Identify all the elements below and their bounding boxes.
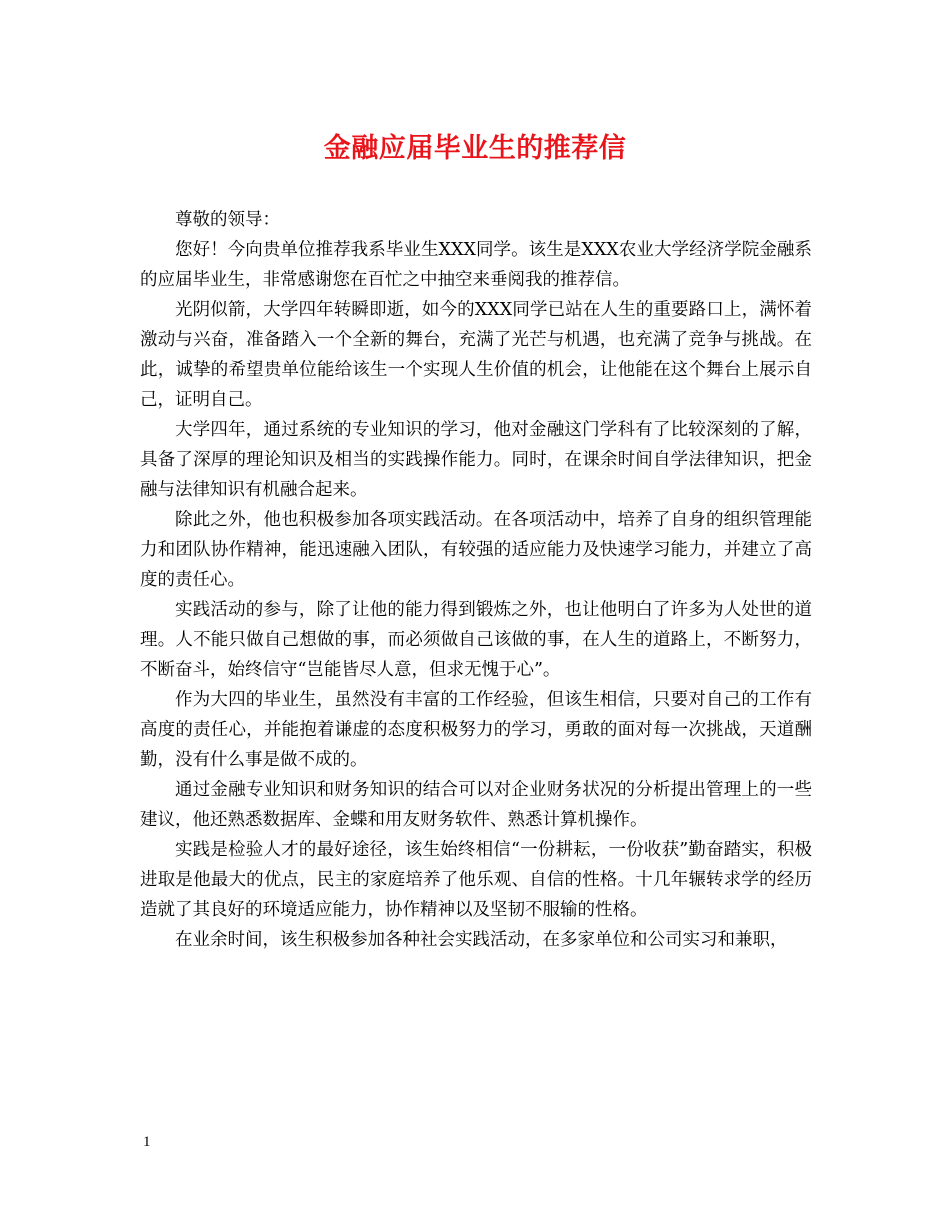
letter-body [140,205,812,955]
paragraph: 通过金融专业知识和财务知识的结合可以对企业财务状况的分析提出管理上的一些建议，他还熟悉数据库、金蝶和用友财务软件、熟悉计算机操作。 [140,780,812,830]
paragraph: 作为大四的毕业生，虽然没有丰富的工作经验，但该生相信，只要对自己的工作有高度的责任心，并能抱着谦虚的态度积极努力的学习，勇敢的面对每一次挑战，天道酬勤，没有什么事是做不成的。 [140,690,812,770]
page-number: 1 [143,1134,151,1150]
paragraph: 您好！今向贵单位推荐我系毕业生XXX同学。该生是XXX农业大学经济学院金融系的应届毕业生，非常感谢您在百忙之中抽空来垂阅我的推荐信。 [140,240,812,290]
document-title: 金融应届毕业生的推荐信 [323,133,627,164]
paragraph: 在业余时间，该生积极参加各种社会实践活动，在多家单位和公司实习和兼职， [175,930,788,950]
paragraph: 除此之外，他也积极参加各项实践活动。在各项活动中，培养了自身的组织管理能力和团队协作精神，能迅速融入团队，有较强的适应能力及快速学习能力，并建立了高度的责任心。 [140,510,812,590]
paragraph: 大学四年，通过系统的专业知识的学习，他对金融这门学科有了比较深刻的了解，具备了深厚的理论知识及相当的实践操作能力。同时，在课余时间自学法律知识，把金融与法律知识有机融合起来。 [140,420,812,500]
salutation: 尊敬的领导： [175,210,280,230]
paragraph: 实践活动的参与，除了让他的能力得到锻炼之外，也让他明白了许多为人处世的道理。人不能只做自己想做的事，而必须做自己该做的事，在人生的道路上，不断努力，不断奋斗，始终信守“岂能皆尽人意，但求无愧于心”。 [140,600,812,680]
paragraph: 实践是检验人才的最好途径，该生始终相信“一份耕耘，一份收获”勤奋踏实，积极进取是他最大的优点，民主的家庭培养了他乐观、自信的性格。十几年辗转求学的经历造就了其良好的环境适应能力，协作精神以及坚韧不服输的性格。 [140,840,812,920]
paragraph: 光阴似箭，大学四年转瞬即逝，如今的XXX同学已站在人生的重要路口上，满怀着激动与兴奋，准备踏入一个全新的舞台，充满了光芒与机遇，也充满了竞争与挑战。在此，诚挚的希望贵单位能给该生一个实现人生价值的机会，让他能在这个舞台上展示自己，证明自己。 [140,300,812,410]
